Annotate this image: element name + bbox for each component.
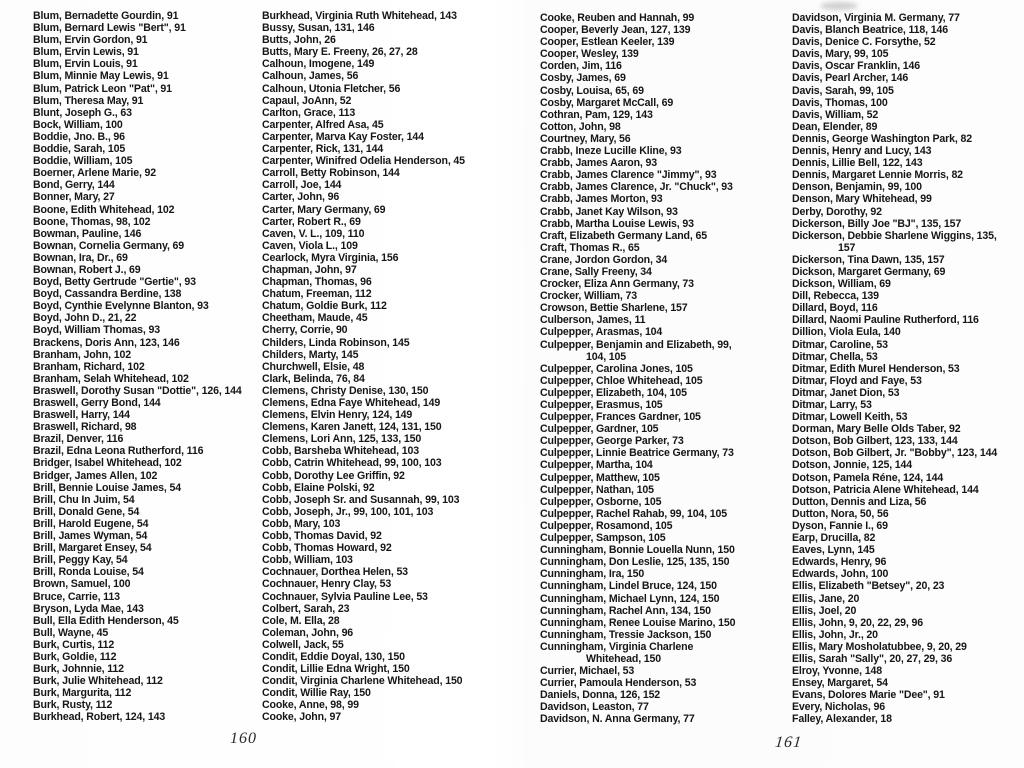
index-entry: Burk, Rusty, 112 xyxy=(33,699,113,712)
index-entry: Burk, Goldie, 112 xyxy=(33,650,117,663)
index-entry: Cooke, Anne, 98, 99 xyxy=(262,699,359,712)
index-entry: Blum, Minnie May Lewis, 91 xyxy=(33,70,169,83)
index-entry: Davis, Mary, 99, 105 xyxy=(792,48,889,61)
index-entry: Cheetham, Maude, 45 xyxy=(262,312,368,325)
index-entry: Branham, Richard, 102 xyxy=(33,360,145,373)
index-entry: Cochnauer, Dorthea Helen, 53 xyxy=(262,566,408,579)
index-entry: Boddie, Jno. B., 96 xyxy=(33,130,125,143)
index-entry: Edwards, John, 100 xyxy=(792,568,889,581)
index-entry: Ellis, Elizabeth "Betsey", 20, 23 xyxy=(792,580,945,593)
index-entry: Calhoun, Utonia Fletcher, 56 xyxy=(262,82,401,95)
index-entry: Bowman, Pauline, 146 xyxy=(33,227,142,240)
index-entry: Burk, Curtis, 112 xyxy=(33,638,115,651)
index-entry: Denson, Benjamin, 99, 100 xyxy=(792,181,922,194)
index-entry: Ellis, John, 9, 20, 22, 29, 96 xyxy=(792,616,923,629)
index-entry: Carter, Robert R., 69 xyxy=(262,215,361,228)
index-entry: Ditmar, Floyd and Faye, 53 xyxy=(792,374,922,387)
index-entry-continuation: 157 xyxy=(838,241,856,254)
index-entry: Chapman, Thomas, 96 xyxy=(262,276,372,289)
index-entry: Every, Nicholas, 96 xyxy=(792,701,885,714)
index-entry: Clemens, Lori Ann, 125, 133, 150 xyxy=(262,433,422,446)
index-entry: Childers, Linda Robinson, 145 xyxy=(262,336,410,349)
index-entry: Boyd, William Thomas, 93 xyxy=(33,324,160,337)
index-entry: Culberson, James, 11 xyxy=(540,314,646,327)
index-entry: Cooke, John, 97 xyxy=(262,711,341,724)
index-entry: Brill, Ronda Louise, 54 xyxy=(33,566,144,579)
index-entry: Crabb, Ineze Lucille Kline, 93 xyxy=(540,145,682,158)
index-entry: Burkhead, Robert, 124, 143 xyxy=(33,711,166,724)
index-entry: Culpepper, Osborne, 105 xyxy=(540,495,662,508)
index-entry: Culpepper, Benjamin and Elizabeth, 99, xyxy=(540,338,732,351)
index-entry: Dorman, Mary Belle Olds Taber, 92 xyxy=(792,423,961,436)
index-entry: Currier, Michael, 53 xyxy=(540,665,635,678)
index-entry: Culpepper, Erasmus, 105 xyxy=(540,399,663,411)
index-entry: Crocker, Eliza Ann Germany, 73 xyxy=(540,278,694,291)
index-entry: Boone, Thomas, 98, 102 xyxy=(33,215,151,228)
index-entry: Culpepper, Arasmas, 104 xyxy=(540,326,663,339)
index-entry: Brill, Peggy Kay, 54 xyxy=(33,554,128,567)
index-entry: Calhoun, Imogene, 149 xyxy=(262,58,375,71)
index-entry: Blum, Ervin Gordon, 91 xyxy=(33,34,148,47)
index-entry: Boyd, John D., 21, 22 xyxy=(33,312,137,325)
index-entry: Brill, Bennie Louise James, 54 xyxy=(33,481,181,494)
index-entry: Cotton, John, 98 xyxy=(540,120,621,133)
index-entry: Cobb, Mary, 103 xyxy=(262,517,341,530)
index-entry-continuation: Whitehead, 150 xyxy=(586,652,662,665)
index-entry: Bonner, Mary, 27 xyxy=(33,191,115,204)
index-entry: Derby, Dorothy, 92 xyxy=(792,205,882,218)
index-entry: Burk, Margurita, 112 xyxy=(33,687,132,700)
index-entry: Dennis, George Washington Park, 82 xyxy=(792,132,972,145)
index-entry: Cunningham, Michael Lynn, 124, 150 xyxy=(540,592,720,605)
index-entry: Blum, Ervin Louis, 91 xyxy=(33,58,138,71)
index-entry: Brackens, Doris Ann, 123, 146 xyxy=(33,336,180,349)
index-entry: Earp, Drucilla, 82 xyxy=(792,532,876,545)
index-entry: Braswell, Dorothy Susan "Dottie", 126, 144 xyxy=(33,384,242,397)
index-entry: Daniels, Donna, 126, 152 xyxy=(540,689,661,702)
index-entry: Colbert, Sarah, 23 xyxy=(262,602,350,615)
index-entry: Edwards, Henry, 96 xyxy=(792,556,887,569)
index-entry: Cobb, Catrin Whitehead, 99, 100, 103 xyxy=(262,457,442,470)
index-entry: Crabb, James Clarence, Jr. "Chuck", 93 xyxy=(540,181,733,194)
index-entry: Culpepper, Rachel Rahab, 99, 104, 105 xyxy=(540,507,727,520)
index-entry: Cunningham, Rachel Ann, 134, 150 xyxy=(540,604,711,617)
index-entry: Dillard, Naomi Pauline Rutherford, 116 xyxy=(792,314,979,327)
index-entry: Dill, Rebecca, 139 xyxy=(792,290,879,303)
index-entry: Brill, Chu In Juim, 54 xyxy=(33,493,135,506)
index-entry: Ellis, Mary Mosholatubbee, 9, 20, 29 xyxy=(792,640,967,653)
index-entry: Cole, M. Ella, 28 xyxy=(262,614,340,627)
index-entry: Cunningham, Bonnie Louella Nunn, 150 xyxy=(540,544,735,557)
index-entry: Boddie, William, 105 xyxy=(33,155,133,168)
index-entry: Cosby, James, 69 xyxy=(540,72,626,85)
index-entry: Ellis, Joel, 20 xyxy=(792,604,857,617)
index-entry: Carroll, Joe, 144 xyxy=(262,179,342,192)
index-entry: Braswell, Richard, 98 xyxy=(33,421,137,434)
index-entry: Davis, Sarah, 99, 105 xyxy=(792,84,894,97)
index-entry: Craft, Elizabeth Germany Land, 65 xyxy=(540,229,707,242)
index-entry: Davidson, Leaston, 77 xyxy=(540,701,649,714)
index-entry: Blum, Patrick Leon "Pat", 91 xyxy=(33,82,172,95)
index-entry: Dickson, Margaret Germany, 69 xyxy=(792,265,946,278)
index-entry: Crane, Jordon Gordon, 34 xyxy=(540,253,668,266)
index-entry: Crowson, Bettie Sharlene, 157 xyxy=(540,302,688,315)
index-entry: Culpepper, Chloe Whitehead, 105 xyxy=(540,374,703,387)
index-entry: Butts, Mary E. Freeny, 26, 27, 28 xyxy=(262,46,418,59)
index-entry: Culpepper, Matthew, 105 xyxy=(540,471,660,484)
index-entry: Braswell, Harry, 144 xyxy=(33,409,130,422)
index-entry: Elroy, Yvonne, 148 xyxy=(792,665,882,678)
index-entry: Branham, Selah Whitehead, 102 xyxy=(33,372,189,385)
index-entry: Boone, Edith Whitehead, 102 xyxy=(33,203,175,216)
index-entry: Dotson, Pamela Réne, 124, 144 xyxy=(792,471,944,484)
index-entry: Churchwell, Elsie, 48 xyxy=(262,360,365,373)
index-entry: Boerner, Arlene Marie, 92 xyxy=(33,167,157,180)
index-entry: Cobb, Thomas Howard, 92 xyxy=(262,542,392,555)
index-entry: Davis, Blanch Beatrice, 118, 146 xyxy=(792,24,948,37)
index-entry: Courtney, Mary, 56 xyxy=(540,132,631,145)
index-entry: Davidson, N. Anna Germany, 77 xyxy=(540,713,695,726)
index-column-2 xyxy=(262,10,465,724)
index-entry: Bownan, Cornelia Germany, 69 xyxy=(33,239,185,252)
index-entry: Cobb, Barsheba Whitehead, 103 xyxy=(262,445,419,458)
index-entry: Culpepper, Linnie Beatrice Germany, 73 xyxy=(540,447,734,460)
index-entry: Cooper, Beverly Jean, 127, 139 xyxy=(540,24,691,37)
index-entry: Carpenter, Rick, 131, 144 xyxy=(262,143,384,156)
index-entry: Denson, Mary Whitehead, 99 xyxy=(792,193,932,206)
index-entry: Cunningham, Tressie Jackson, 150 xyxy=(540,628,712,641)
index-entry: Dutton, Dennis and Liza, 56 xyxy=(792,495,927,508)
index-entry: Blunt, Joseph G., 63 xyxy=(33,106,132,119)
index-entry: Ditmar, Larry, 53 xyxy=(792,399,872,411)
index-entry: Blum, Ervin Lewis, 91 xyxy=(33,46,139,59)
index-entry: Culpepper, Carolina Jones, 105 xyxy=(540,362,693,375)
page-number-right: 161 xyxy=(774,734,803,751)
index-entry: Cherry, Corrie, 90 xyxy=(262,324,348,337)
index-entry: Ditmar, Lowell Keith, 53 xyxy=(792,411,908,424)
index-entry: Caven, Viola L., 109 xyxy=(262,239,358,252)
index-entry: Davis, William, 52 xyxy=(792,108,879,121)
index-column-1 xyxy=(33,10,242,724)
index-entry: Dillion, Viola Eula, 140 xyxy=(792,326,901,339)
index-entry: Bond, Gerry, 144 xyxy=(33,179,115,192)
index-entry: Burk, Julie Whitehead, 112 xyxy=(33,675,163,688)
index-entry: Bridger, James Allen, 102 xyxy=(33,469,158,482)
index-entry: Clemens, Karen Janett, 124, 131, 150 xyxy=(262,421,442,434)
index-entry: Condit, Willie Ray, 150 xyxy=(262,687,371,700)
index-entry: Clemens, Christy Denise, 130, 150 xyxy=(262,384,429,397)
index-entry: Blum, Theresa May, 91 xyxy=(33,94,144,107)
index-entry: Chapman, John, 97 xyxy=(262,263,357,276)
index-entry: Cochnauer, Henry Clay, 53 xyxy=(262,578,392,591)
index-entry: Culpepper, Martha, 104 xyxy=(540,459,653,472)
index-entry: Clemens, Edna Faye Whitehead, 149 xyxy=(262,397,441,409)
index-entry: Crabb, James Morton, 93 xyxy=(540,193,663,206)
index-entry: Culpepper, Rosamond, 105 xyxy=(540,519,673,532)
index-entry: Boyd, Betty Gertrude "Gertie", 93 xyxy=(33,276,196,289)
index-entry: Brazil, Denver, 116 xyxy=(33,433,124,446)
index-entry: Brazil, Edna Leona Rutherford, 116 xyxy=(33,445,204,458)
index-entry: Bull, Ella Edith Henderson, 45 xyxy=(33,614,179,627)
index-entry: Davis, Thomas, 100 xyxy=(792,96,888,109)
index-entry: Ditmar, Edith Murel Henderson, 53 xyxy=(792,362,960,375)
index-entry: Cosby, Margaret McCall, 69 xyxy=(540,96,674,109)
index-entry: Dotson, Jonnie, 125, 144 xyxy=(792,459,913,472)
index-entry: Bruce, Carrie, 113 xyxy=(33,590,120,603)
index-entry: Bull, Wayne, 45 xyxy=(33,626,109,639)
index-entry: Childers, Marty, 145 xyxy=(262,348,359,361)
index-entry: Dennis, Lillie Bell, 122, 143 xyxy=(792,157,923,170)
index-entry: Cunningham, Ira, 150 xyxy=(540,568,645,581)
index-entry: Dickerson, Billy Joe "BJ", 135, 157 xyxy=(792,217,962,230)
index-entry: Condit, Eddie Doyal, 130, 150 xyxy=(262,650,405,663)
index-entry: Blum, Bernadette Gourdin, 91 xyxy=(33,10,179,22)
page-number-left: 160 xyxy=(230,730,257,747)
index-entry: Carter, Mary Germany, 69 xyxy=(262,203,386,216)
index-entry: Currier, Pamoula Henderson, 53 xyxy=(540,677,697,690)
index-entry: Bridger, Isabel Whitehead, 102 xyxy=(33,457,182,470)
index-entry: Ensey, Margaret, 54 xyxy=(792,677,888,690)
index-entry: Craft, Thomas R., 65 xyxy=(540,241,640,254)
index-entry: Eaves, Lynn, 145 xyxy=(792,544,875,557)
index-entry: Bownan, Robert J., 69 xyxy=(33,263,141,276)
index-entry: Davis, Denice C. Forsythe, 52 xyxy=(792,36,936,49)
index-entry: Brown, Samuel, 100 xyxy=(33,578,131,591)
index-entry: Boyd, Cynthie Evelynne Blanton, 93 xyxy=(33,300,209,313)
index-entry: Dean, Elender, 89 xyxy=(792,120,878,133)
index-entry: Brill, James Wyman, 54 xyxy=(33,530,148,543)
index-entry: Crocker, William, 73 xyxy=(540,290,638,303)
index-entry-continuation: 104, 105 xyxy=(586,350,627,363)
index-entry: Bock, William, 100 xyxy=(33,118,123,131)
index-entry: Corden, Jim, 116 xyxy=(540,60,622,73)
index-entry: Evans, Dolores Marie "Dee", 91 xyxy=(792,689,945,702)
index-entry: Caven, V. L., 109, 110 xyxy=(262,227,365,240)
index-entry: Cobb, Dorothy Lee Griffin, 92 xyxy=(262,469,405,482)
index-entry: Cunningham, Don Leslie, 125, 135, 150 xyxy=(540,556,730,569)
index-entry: Bownan, Ira, Dr., 69 xyxy=(33,251,128,264)
index-entry: Dickson, William, 69 xyxy=(792,278,891,291)
index-entry: Dickerson, Tina Dawn, 135, 157 xyxy=(792,253,945,266)
index-entry: Colwell, Jack, 55 xyxy=(262,638,344,651)
index-entry: Boddie, Sarah, 105 xyxy=(33,143,126,156)
index-entry: Carpenter, Winifred Odelia Henderson, 45 xyxy=(262,155,465,168)
index-entry: Culpepper, Gardner, 105 xyxy=(540,423,659,436)
index-entry: Cobb, Joseph, Jr., 99, 100, 101, 103 xyxy=(262,505,434,518)
index-entry: Cobb, William, 103 xyxy=(262,554,353,567)
index-entry: Clemens, Elvin Henry, 124, 149 xyxy=(262,409,413,422)
index-entry: Boyd, Cassandra Berdine, 138 xyxy=(33,288,182,301)
index-entry: Davis, Oscar Franklin, 146 xyxy=(792,60,921,73)
index-entry: Falley, Alexander, 18 xyxy=(792,713,892,726)
index-entry: Crabb, James Aaron, 93 xyxy=(540,157,658,170)
index-entry: Ditmar, Chella, 53 xyxy=(792,350,878,363)
index-entry: Culpepper, Nathan, 105 xyxy=(540,483,654,496)
index-entry: Branham, John, 102 xyxy=(33,348,131,361)
index-entry: Ditmar, Janet Dion, 53 xyxy=(792,386,900,399)
index-entry: Cooper, Estlean Keeler, 139 xyxy=(540,36,675,49)
index-entry: Dotson, Bob Gilbert, Jr. "Bobby", 123, 144 xyxy=(792,447,998,460)
index-entry: Culpepper, Elizabeth, 104, 105 xyxy=(540,386,687,399)
index-entry: Davis, Pearl Archer, 146 xyxy=(792,72,909,85)
index-entry: Calhoun, James, 56 xyxy=(262,70,359,83)
index-entry: Culpepper, Frances Gardner, 105 xyxy=(540,411,701,424)
index-entry: Bussy, Susan, 131, 146 xyxy=(262,22,375,35)
index-entry: Dillard, Boyd, 116 xyxy=(792,302,878,315)
index-entry: Dennis, Margaret Lennie Morris, 82 xyxy=(792,169,963,182)
index-entry: Blum, Bernard Lewis "Bert", 91 xyxy=(33,22,186,35)
index-entry: Chatum, Freeman, 112 xyxy=(262,288,372,301)
index-entry: Cobb, Thomas David, 92 xyxy=(262,530,382,543)
index-entry: Carter, John, 96 xyxy=(262,191,340,204)
index-entry: Cunningham, Lindel Bruce, 124, 150 xyxy=(540,580,717,593)
index-entry: Dyson, Fannie I., 69 xyxy=(792,519,888,532)
index-entry: Brill, Margaret Ensey, 54 xyxy=(33,542,152,555)
index-entry: Dickerson, Debbie Sharlene Wiggins, 135, xyxy=(792,229,997,242)
index-entry: Ellis, John, Jr., 20 xyxy=(792,628,878,641)
index-entry: Chatum, Goldie Burk, 112 xyxy=(262,300,387,313)
index-entry: Cosby, Louisa, 65, 69 xyxy=(540,84,644,97)
index-entry: Culpepper, George Parker, 73 xyxy=(540,435,684,448)
index-entry: Ellis, Sarah "Sally", 20, 27, 29, 36 xyxy=(792,652,953,665)
index-entry: Brill, Donald Gene, 54 xyxy=(33,505,140,518)
index-entry: Condit, Lillie Edna Wright, 150 xyxy=(262,663,410,676)
index-entry: Culpepper, Sampson, 105 xyxy=(540,532,666,545)
index-entry: Bryson, Lyda Mae, 143 xyxy=(33,602,144,615)
index-entry: Dotson, Patricia Alene Whitehead, 144 xyxy=(792,483,979,496)
index-entry: Cooke, Reuben and Hannah, 99 xyxy=(540,12,695,24)
index-entry: Crabb, James Clarence "Jimmy", 93 xyxy=(540,169,717,182)
index-entry: Brill, Harold Eugene, 54 xyxy=(33,517,149,530)
index-entry: Cobb, Elaine Polski, 92 xyxy=(262,481,375,494)
index-entry: Cearlock, Myra Virginia, 156 xyxy=(262,251,399,264)
index-entry: Carlton, Grace, 113 xyxy=(262,106,356,119)
index-entry: Crabb, Janet Kay Wilson, 93 xyxy=(540,205,678,218)
scan-smudge-mark xyxy=(820,2,858,10)
index-entry: Carroll, Betty Robinson, 144 xyxy=(262,167,400,180)
index-entry: Burk, Johnnie, 112 xyxy=(33,663,124,676)
index-entry: Carpenter, Alfred Asa, 45 xyxy=(262,118,384,131)
index-entry: Condit, Virginia Charlene Whitehead, 150 xyxy=(262,675,463,688)
index-entry: Coleman, John, 96 xyxy=(262,626,354,639)
index-entry: Ditmar, Caroline, 53 xyxy=(792,338,888,351)
index-entry: Crane, Sally Freeny, 34 xyxy=(540,265,652,278)
index-entry: Carpenter, Marva Kay Foster, 144 xyxy=(262,130,424,143)
index-entry: Cobb, Joseph Sr. and Susannah, 99, 103 xyxy=(262,493,460,506)
index-entry: Cunningham, Virginia Charlene xyxy=(540,640,694,653)
index-entry: Burkhead, Virginia Ruth Whitehead, 143 xyxy=(262,10,457,22)
index-entry: Cunningham, Renee Louise Marino, 150 xyxy=(540,616,736,629)
index-entry: Butts, John, 26 xyxy=(262,34,336,47)
index-entry: Cochnauer, Sylvia Pauline Lee, 53 xyxy=(262,590,428,603)
index-entry: Capaul, JoAnn, 52 xyxy=(262,94,352,107)
index-entry: Dotson, Bob Gilbert, 123, 133, 144 xyxy=(792,435,958,448)
index-column-4 xyxy=(792,12,997,726)
index-entry: Cooper, Wesley, 139 xyxy=(540,48,639,61)
index-entry: Dutton, Nora, 50, 56 xyxy=(792,507,889,520)
index-entry: Davidson, Virginia M. Germany, 77 xyxy=(792,12,960,24)
index-entry: Clark, Belinda, 76, 84 xyxy=(262,372,365,385)
index-entry: Crabb, Martha Louise Lewis, 93 xyxy=(540,217,694,230)
index-entry: Dennis, Henry and Lucy, 143 xyxy=(792,145,932,158)
index-entry: Braswell, Gerry Bond, 144 xyxy=(33,397,161,409)
index-column-3 xyxy=(540,12,735,726)
index-entry: Ellis, Jane, 20 xyxy=(792,592,860,605)
index-entry: Cothran, Pam, 129, 143 xyxy=(540,108,653,121)
